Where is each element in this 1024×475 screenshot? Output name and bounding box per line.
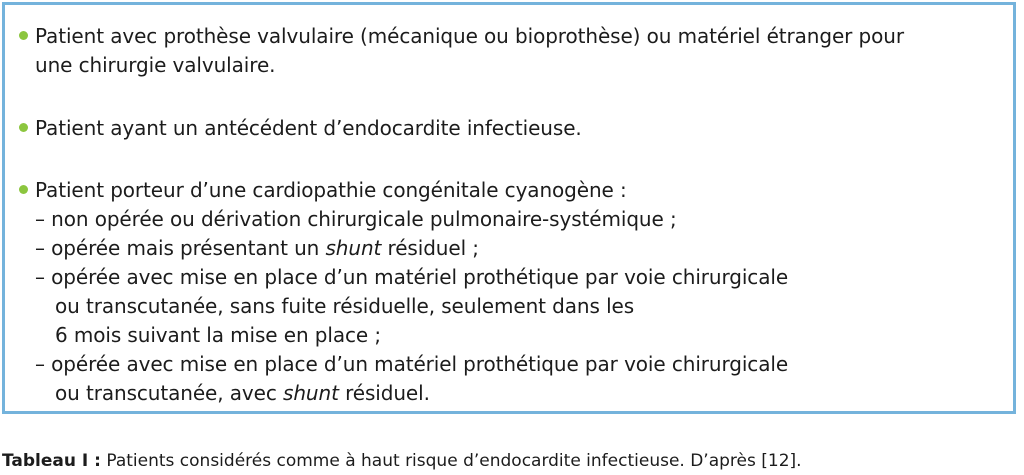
list-item-history (19, 114, 582, 143)
bullet-icon (19, 123, 28, 132)
bullet-icon (19, 31, 28, 40)
subitem-text: – opérée avec mise en place d’un matériel prothétique par voie chirurgicale (35, 352, 789, 376)
item-text: Patient avec prothèse valvulaire (mécanique ou bioprothèse) ou matériel étranger pour (35, 24, 904, 48)
caption-text: Patients considérés comme à haut risque d’endocardite infectieuse. D’après [12]. (100, 451, 802, 471)
item-text: une chirurgie valvulaire. (35, 53, 276, 77)
item-text: Patient porteur d’une cardiopathie congénitale cyanogène : (35, 178, 627, 202)
list-item-prosthesis (19, 22, 904, 80)
item-text: Patient ayant un antécédent d’endocardite infectieuse. (35, 116, 582, 140)
risk-table-box (2, 2, 1016, 414)
subitem-text: – opérée avec mise en place d’un matériel prothétique par voie chirurgicale (35, 265, 789, 289)
subitem-text: – opérée mais présentant un shunt résiduel ; (35, 236, 479, 260)
caption-label: Tableau I : (2, 451, 101, 471)
subitem-text: – non opérée ou dérivation chirurgicale pulmonaire-systémique ; (35, 207, 677, 231)
subitem-text: ou transcutanée, sans fuite résiduelle, seulement dans les (55, 294, 635, 318)
bullet-icon (19, 185, 28, 194)
subitem-text: ou transcutanée, avec shunt résiduel. (55, 381, 430, 405)
table-caption (2, 450, 802, 472)
subitem-text: 6 mois suivant la mise en place ; (55, 323, 381, 347)
list-item-congenital (19, 176, 788, 408)
